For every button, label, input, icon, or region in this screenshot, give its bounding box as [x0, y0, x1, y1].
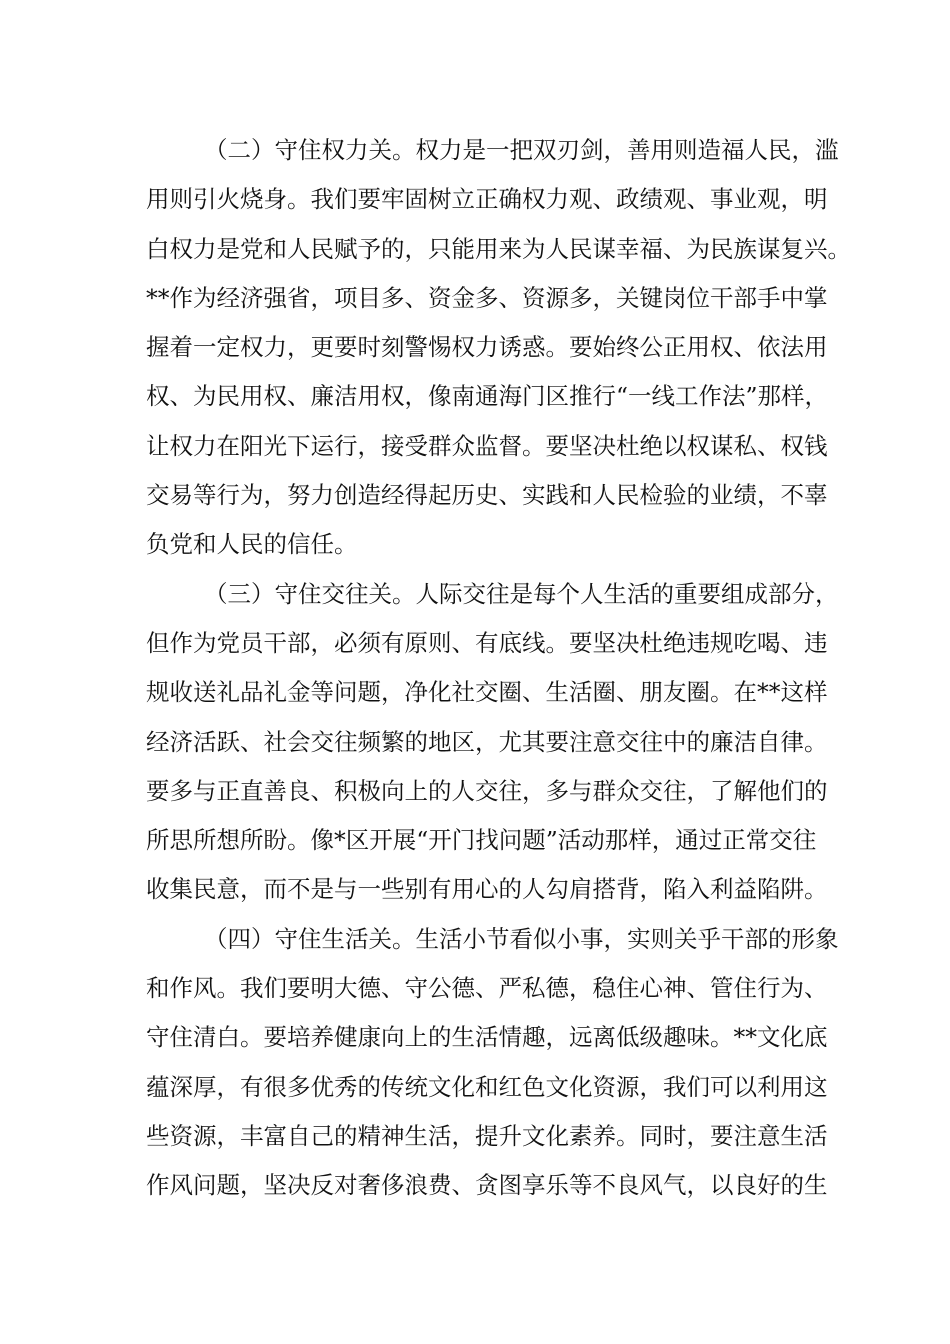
- document-body: [146, 126, 851, 1211]
- paragraph-3-line-6: 所思所想所盼。像*区开展“开门找问题”活动那样，通过正常交往: [146, 826, 817, 855]
- paragraph-3-line-7: 收集民意，而不是与一些别有用心的人勾肩搭背，陷入利益陷阱。: [146, 875, 828, 904]
- paragraph-2-line-2: 用则引火烧身。我们要牢固树立正确权力观、政绩观、事业观，明: [146, 185, 828, 214]
- paragraph-2-line-1: （二）守住权力关。权力是一把双刃剑，善用则造福人民，滥: [204, 136, 839, 164]
- paragraph-2-line-3: 白权力是党和人民赋予的，只能用来为人民谋幸福、为民族谋复兴。: [146, 234, 851, 263]
- paragraph-2-line-7: 让权力在阳光下运行，接受群众监督。要坚决杜绝以权谋私、权钱: [146, 431, 828, 460]
- paragraph-3-line-2: 但作为党员干部，必须有原则、有底线。要坚决杜绝违规吃喝、违: [146, 628, 828, 657]
- paragraph-2-line-4: **作为经济强省，项目多、资金多、资源多，关键岗位干部手中掌: [146, 283, 828, 312]
- paragraph-4-line-1: （四）守住生活关。生活小节看似小事，实则关乎干部的形象: [204, 924, 839, 953]
- paragraph-2-line-5: 握着一定权力，更要时刻警惕权力诱惑。要始终公正用权、依法用: [146, 333, 828, 362]
- paragraph-3-line-4: 经济活跃、社会交往频繁的地区，尤其要注意交往中的廉洁自律。: [146, 727, 828, 756]
- paragraph-4-line-4: 蕴深厚，有很多优秀的传统文化和红色文化资源，我们可以利用这: [146, 1072, 828, 1101]
- paragraph-3-line-3: 规收送礼品礼金等问题，净化社交圈、生活圈、朋友圈。在**这样: [146, 678, 828, 707]
- paragraph-4-line-6: 作风问题，坚决反对奢侈浪费、贪图享乐等不良风气，以良好的生: [146, 1171, 828, 1200]
- paragraph-2-line-8: 交易等行为，努力创造经得起历史、实践和人民检验的业绩，不辜: [146, 481, 828, 510]
- paragraph-3-line-1: （三）守住交往关。人际交往是每个人生活的重要组成部分，: [204, 579, 839, 608]
- paragraph-4-line-5: 些资源，丰富自己的精神生活，提升文化素养。同时，要注意生活: [146, 1121, 828, 1150]
- paragraph-2-line-9: 负党和人民的信任。: [146, 530, 358, 559]
- paragraph-4-line-3: 守住清白。要培养健康向上的生活情趣，远离低级趣味。**文化底: [146, 1023, 828, 1052]
- paragraph-3-line-5: 要多与正直善良、积极向上的人交往，多与群众交往，了解他们的: [146, 776, 828, 805]
- paragraph-4-line-2: 和作风。我们要明大德、守公德、严私德，稳住心神、管住行为、: [146, 974, 828, 1003]
- paragraph-2-line-6: 权、为民用权、廉洁用权，像南通海门区推行“一线工作法”那样，: [146, 382, 829, 411]
